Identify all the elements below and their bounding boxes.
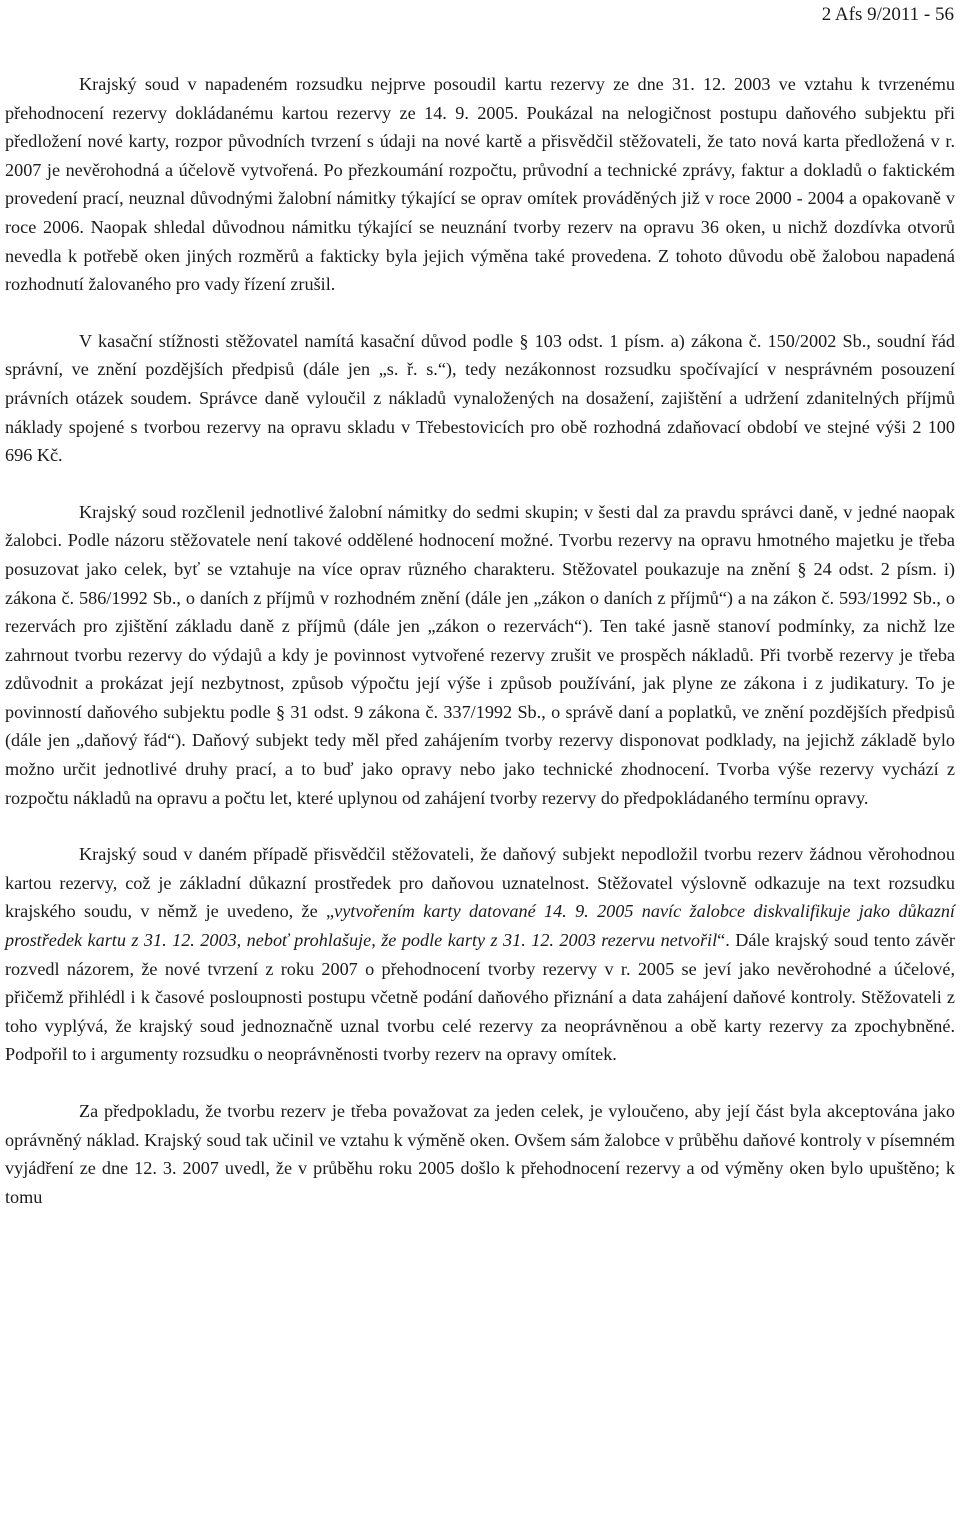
paragraph-4-text: Krajský soud v daném případě přisvědčil stěžovateli, že daňový subjekt nepodložil tvorbu rezerv žádnou věrohodnou kartou rezervy, což je základní důkazní prostředek pro daňovou uznatelnost. Stěžovatel výslovně odkazuje na text rozsudku krajského soudu, v němž je uvedeno, že „ bbox=[5, 844, 955, 922]
paragraph-4-text-continued: “. Dále krajský soud tento závěr rozvedl názorem, že nové tvrzení z roku 2007 o přehodnocení tvorby rezervy v r. 2005 se jeví jako nevěrohodné a účelové, přičemž přihlédl i k časové posloupnosti postupu včetně podání daňového přiznání a data zahájení daňové kontroly. Stěžovateli z toho vyplývá, že krajský soud jednoznačně uznal tvorbu celé rezervy za neoprávněnou a obě karty rezervy za zpochybněné. Podpořil to i argumenty rozsudku o neoprávněnosti tvorby rezerv na opravy omítek. bbox=[5, 930, 955, 1065]
paragraph-2: V kasační stížnosti stěžovatel namítá kasační důvod podle § 103 odst. 1 písm. a) zákona č. 150/2002 Sb., soudní řád správní, ve znění pozdějších předpisů (dále jen „s. ř. s.“), tedy nezákonnost rozsudku spočívající v nesprávném posouzení právních otázek soudem. Správce daně vyloučil z nákladů vynaložených na dosažení, zajištění a udržení zdanitelných příjmů náklady spojené s tvorbou rezervy na opravu skladu v Třebestovicích pro obě rozhodná zdaňovací období ve stejné výši 2 100 696 Kč. bbox=[5, 330, 955, 466]
paragraph-3: Krajský soud rozčlenil jednotlivé žalobní námitky do sedmi skupin; v šesti dal za pravdu správci daně, v jedné naopak žalobci. Podle názoru stěžovatele není takové oddělené hodnocení možné. Tvorbu rezervy na opravu hmotného majetku je třeba posuzovat jako celek, byť se vztahuje na více oprav různého charakteru. Stěžovatel poukazuje na znění § 24 odst. 2 písm. i) zákona č. 586/1992 Sb., o daních z příjmů v rozhodném znění (dále jen „zákon o daních z příjmů“) a na zákon č. 593/1992 Sb., o rezervách pro zjištění základu daně z příjmů (dále jen „zákon o rezervách“). Ten také jasně stanoví podmínky, za nichž lze zahrnout tvorbu rezervy do výdajů a kdy je povinnost vytvořené rezervy zrušit ve prospěch nákladů. Při tvorbě rezervy je třeba zdůvodnit a prokázat její nezbytnost, způsob výpočtu její výše i způsob používání, jak plyne ze zákona i z judikatury. To je povinností daňového subjektu podle § 31 odst. 9 zákona č. 337/1992 Sb., o správě daní a poplatků, ve znění pozdějších předpisů (dále jen „daňový řád“). Daňový subjekt tedy měl před zahájením tvorby rezervy disponovat podklady, na jejichž základě bylo možno určit jednotlivé druhy prací, a to buď jako opravy nebo jako technické zhodnocení. Tvorba výše rezervy vychází z rozpočtu nákladů na opravu a počtu let, které uplynou od zahájení tvorby rezervy do předpokládaného termínu opravy. bbox=[5, 501, 955, 808]
paragraph-5: Za předpokladu, že tvorbu rezerv je třeba považovat za jeden celek, je vyloučeno, aby její část byla akceptována jako oprávněný náklad. Krajský soud tak učinil ve vztahu k výměně oken. Ovšem sám žalobce v průběhu daňové kontroly v písemném vyjádření ze dne 12. 3. 2007 uvedl, že v průběhu roku 2005 došlo k přehodnocení rezervy a od výměny oken bylo upuštěno; k tomu bbox=[5, 1101, 955, 1207]
document-body bbox=[5, 70, 955, 1211]
paragraph-1: Krajský soud v napadeném rozsudku nejprve posoudil kartu rezervy ze dne 31. 12. 2003 ve vztahu k tvrzenému přehodnocení rezervy dokládanému kartou rezervy ze 14. 9. 2005. Poukázal na nelogičnost postupu daňového subjektu při předložení nové karty, rozpor původních tvrzení s údaji na nové kartě a přisvědčil stěžovateli, že tato nová karta předložená v r. 2007 je nevěrohodná a účelově vytvořená. Po přezkoumání rozpočtu, průvodní a technické zprávy, faktur a dokladů o faktickém provedení prací, neuznal důvodnými žalobní námitky týkající se oprav omítek prováděných již v roce 2000 - 2004 a opakovaně v roce 2006. Naopak shledal důvodnou námitku týkající se neuznání tvorby rezerv na opravu 36 oken, u nichž dozdívka otvorů nevedla k potřebě oken jiných rozměrů a fakticky byla jejich výměna také provedena. Z tohoto důvodu obě žalobou napadená rozhodnutí žalovaného pro vady řízení zrušil. bbox=[5, 74, 955, 295]
quoted-judgment-text: vytvořením karty datované 14. 9. 2005 navíc žalobce diskvalifikuje jako důkazní prostředek kartu z 31. 12. 2003, neboť prohlašuje, že podle karty z 31. 12. 2003 rezervu netvořil bbox=[5, 901, 955, 951]
paragraph-4 bbox=[5, 840, 955, 1069]
case-number: 2 Afs 9/2011 - 56 bbox=[821, 4, 954, 25]
